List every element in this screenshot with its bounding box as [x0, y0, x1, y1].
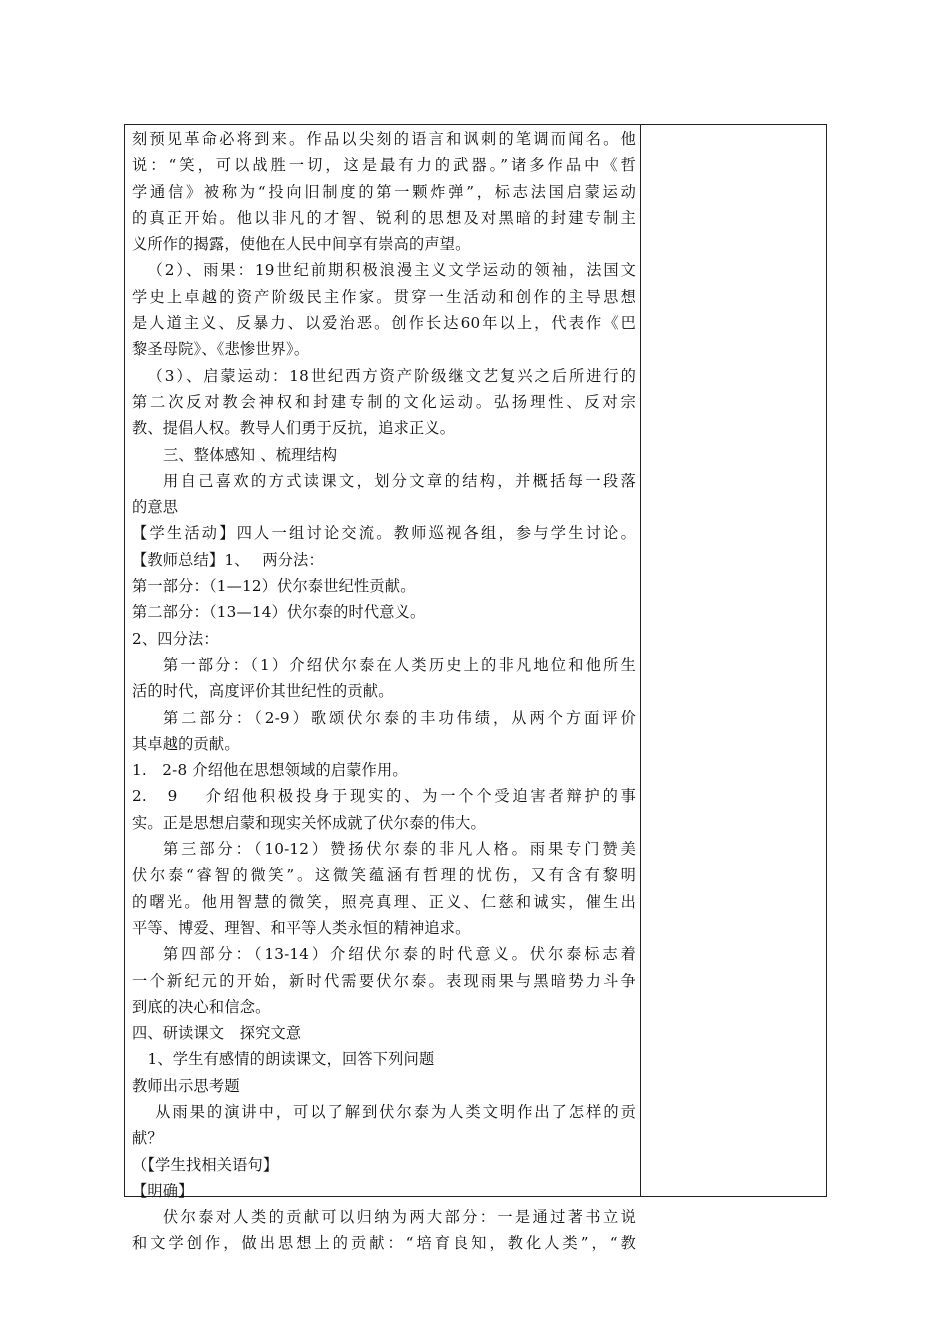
text-line: 学史上卓越的资产阶级民主作家。贯穿一生活动和创作的主导思想 — [132, 287, 636, 306]
text-line: 黎圣母院》、《悲惨世界》。 — [132, 340, 310, 359]
text-line: 教、提倡人权。教导人们勇于反抗，追求正义。 — [132, 419, 456, 438]
text-line: 实。正是思想启蒙和现实关怀成就了伏尔泰的伟大。 — [132, 813, 486, 832]
text-line: 义所作的揭露，使他在人民中间享有崇高的声望。 — [132, 235, 471, 254]
text-line: 1. 2-8 介绍他在思想领域的启蒙作用。 — [132, 761, 408, 780]
text-line: 从雨果的演讲中，可以了解到伏尔泰为人类文明作出了怎样的贡 — [155, 1102, 636, 1121]
text-line: 2. 9 介绍他积极投身于现实的、为一个个受迫害者辩护的事 — [132, 787, 636, 806]
text-line: 教师出示思考题 — [132, 1076, 240, 1095]
text-line: 是人道主义、反暴力、以爱治恶。创作长达60年以上，代表作《巴 — [132, 314, 636, 333]
text-line: 伏尔泰对人类的贡献可以归纳为两大部分：一是通过著书立说 — [163, 1208, 636, 1227]
text-line: 第二部分：（2-9）歌颂伏尔泰的丰功伟绩，从两个方面评价 — [163, 708, 636, 727]
text-line: 说：“笑，可以战胜一切，这是最有力的武器。”诸多作品中《哲 — [132, 156, 636, 175]
text-line: 到底的决心和信念。 — [132, 997, 271, 1016]
text-line: 刻预见革命必将到来。作品以尖刻的语言和讽刺的笔调而闻名。他 — [132, 130, 636, 148]
text-line: 平等、博爱、理智、和平等人类永恒的精神追求。 — [132, 918, 471, 937]
text-line: 【教师总结】1、 两分法： — [132, 550, 324, 569]
text-line: 三、整体感知 、梳理结构 — [163, 445, 338, 464]
text-line: 2、四分法： — [132, 629, 219, 648]
text-line: 1、学生有感情的朗读课文，回答下列问题 — [147, 1050, 435, 1069]
text-line: 【学生活动】四人一组讨论交流。教师巡视各组，参与学生讨论。 — [132, 524, 636, 543]
text-line: 的意思 — [132, 498, 179, 517]
text-line: 第一部分：（1—12）伏尔泰世纪性贡献。 — [132, 577, 416, 596]
text-line: 献？ — [132, 1129, 163, 1148]
text-line: 一个新纪元的开始，新时代需要伏尔泰。表现雨果与黑暗势力斗争 — [132, 971, 636, 990]
text-line: 第一部分：（1）介绍伏尔泰在人类历史上的非凡地位和他所生 — [163, 655, 636, 674]
text-line: 第四部分：（13-14）介绍伏尔泰的时代意义。伏尔泰标志着 — [163, 945, 636, 964]
text-line: 用自己喜欢的方式读课文，划分文章的结构，并概括每一段落 — [163, 471, 636, 490]
lesson-content-cell — [132, 126, 636, 1257]
text-line: 学通信》被称为“投向旧制度的第一颗炸弹”，标志法国启蒙运动 — [132, 182, 636, 201]
text-line: 活的时代，高度评价其世纪性的贡献。 — [132, 682, 394, 701]
text-line: 第二次反对教会神权和封建专制的文化运动。弘扬理性、反对宗 — [132, 392, 636, 411]
text-line: 和文学创作，做出思想上的贡献：“培育良知，教化人类”，“教 — [132, 1234, 636, 1253]
text-line: 伏尔泰“睿智的微笑”。这微笑蕴涵有哲理的忧伤，又有含有黎明 — [132, 866, 636, 885]
text-line: 第二部分：（13—14）伏尔泰的时代意义。 — [132, 603, 426, 622]
notes-cell — [641, 124, 827, 1197]
text-line: （【学生找相关语句】 — [132, 1155, 279, 1174]
text-line: （2）、雨果：19世纪前期积极浪漫主义文学运动的领袖，法国文 — [147, 261, 636, 280]
text-line: 第三部分：（10-12）赞扬伏尔泰的非凡人格。雨果专门赞美 — [163, 840, 636, 859]
text-line: 【明确】 — [132, 1181, 194, 1200]
text-line: 的曙光。他用智慧的微笑，照亮真理、正义、仁慈和诚实，催生出 — [132, 892, 636, 911]
text-line: （3）、启蒙运动：18世纪西方资产阶级继文艺复兴之后所进行的 — [147, 366, 636, 385]
text-line: 的真正开始。他以非凡的才智、锐利的思想及对黑暗的封建专制主 — [132, 208, 636, 227]
text-line: 四、研读课文 探究文意 — [132, 1024, 302, 1043]
text-line: 其卓越的贡献。 — [132, 734, 240, 753]
